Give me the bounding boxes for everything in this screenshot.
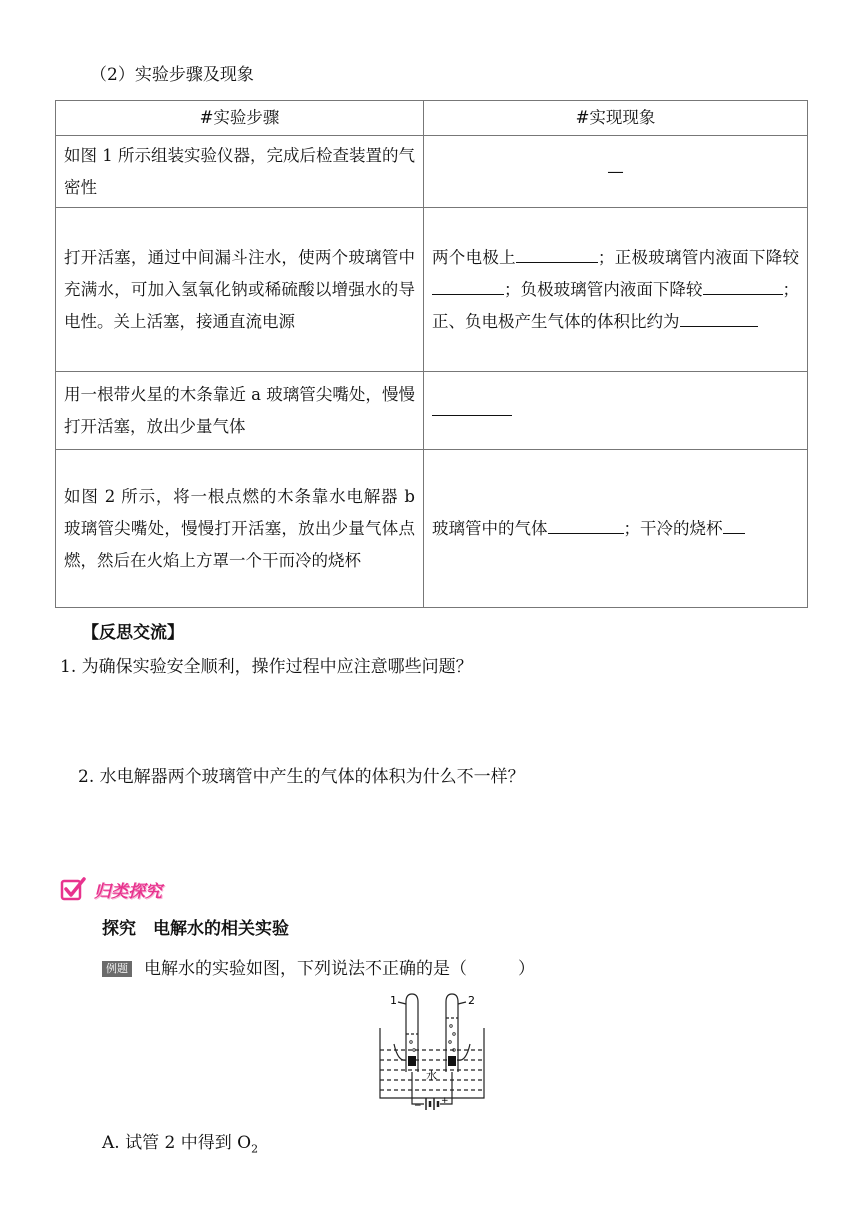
answer-blank[interactable]	[680, 308, 758, 327]
step-cell: 如图 2 所示，将一根点燃的木条靠水电解器 b 玻璃管尖嘴处，慢慢打开活塞，放出少量气体点燃，然后在火焰上方罩一个干而冷的烧杯	[56, 450, 424, 608]
header-steps: #实验步骤	[56, 101, 424, 136]
electrolysis-figure	[374, 990, 490, 1114]
answer-blank[interactable]	[723, 515, 745, 534]
step-cell: 如图 1 所示组装实验仪器，完成后检查装置的气密性	[56, 136, 424, 208]
example-badge: 例题	[102, 961, 132, 977]
table-row	[56, 450, 808, 608]
answer-blank[interactable]	[516, 244, 598, 263]
option-a-text: A. 试管 2 中得到 O	[102, 1133, 252, 1153]
observation-cell: —	[424, 136, 808, 208]
tube-label-1: 1	[390, 994, 397, 1007]
table-row	[56, 136, 808, 208]
steps-table	[55, 100, 808, 608]
tube-label-2: 2	[468, 994, 475, 1007]
obs-text: ；正极玻璃管内液面下降较	[597, 247, 799, 267]
header-observations: #实现现象	[424, 101, 808, 136]
obs-text: 玻璃管中的气体	[432, 518, 548, 538]
explore-title: 探究 电解水的相关实验	[102, 919, 289, 939]
table-header-row	[56, 101, 808, 136]
section-title: （2）实验步骤及现象	[90, 65, 254, 85]
option-a	[102, 1130, 258, 1162]
answer-blank[interactable]	[548, 515, 624, 534]
reflection-title: 【反思交流】	[82, 623, 184, 643]
table-row	[56, 208, 808, 372]
answer-blank[interactable]	[432, 397, 512, 416]
checkbox-check-icon	[60, 876, 86, 902]
obs-text: ；负极玻璃管内液面下降较	[504, 279, 703, 299]
reflection-question-1: 1. 为确保实验安全顺利，操作过程中应注意哪些问题？	[60, 657, 473, 677]
example-question	[102, 956, 535, 982]
question-text: 电解水的实验如图，下列说法不正确的是（ ）	[144, 959, 535, 979]
banner-title: 归类探究	[94, 881, 162, 902]
answer-blank[interactable]	[703, 276, 783, 295]
table-row	[56, 372, 808, 450]
water-label: 水	[426, 1069, 437, 1082]
section-banner	[60, 874, 162, 904]
obs-text: ；正、负电极产生气体的体积比约为	[432, 279, 799, 331]
step-cell: 打开活塞，通过中间漏斗注水，使两个玻璃管中充满水，可加入氢氧化钠或稀硫酸以增强水的导电性。关上活塞，接通直流电源	[56, 208, 424, 372]
reflection-question-2: 2. 水电解器两个玻璃管中产生的气体的体积为什么不一样？	[78, 767, 525, 787]
obs-text: 两个电极上	[432, 247, 516, 267]
observation-cell	[424, 450, 808, 608]
answer-blank[interactable]	[432, 276, 504, 295]
svg-text:+: +	[441, 1096, 449, 1106]
option-a-subscript: 2	[251, 1142, 259, 1156]
step-cell: 用一根带火星的木条靠近 a 玻璃管尖嘴处，慢慢打开活塞，放出少量气体	[56, 372, 424, 450]
obs-text: ；干冷的烧杯	[623, 518, 723, 538]
observation-cell	[424, 372, 808, 450]
svg-text:−: −	[414, 1101, 422, 1111]
observation-cell	[424, 208, 808, 372]
